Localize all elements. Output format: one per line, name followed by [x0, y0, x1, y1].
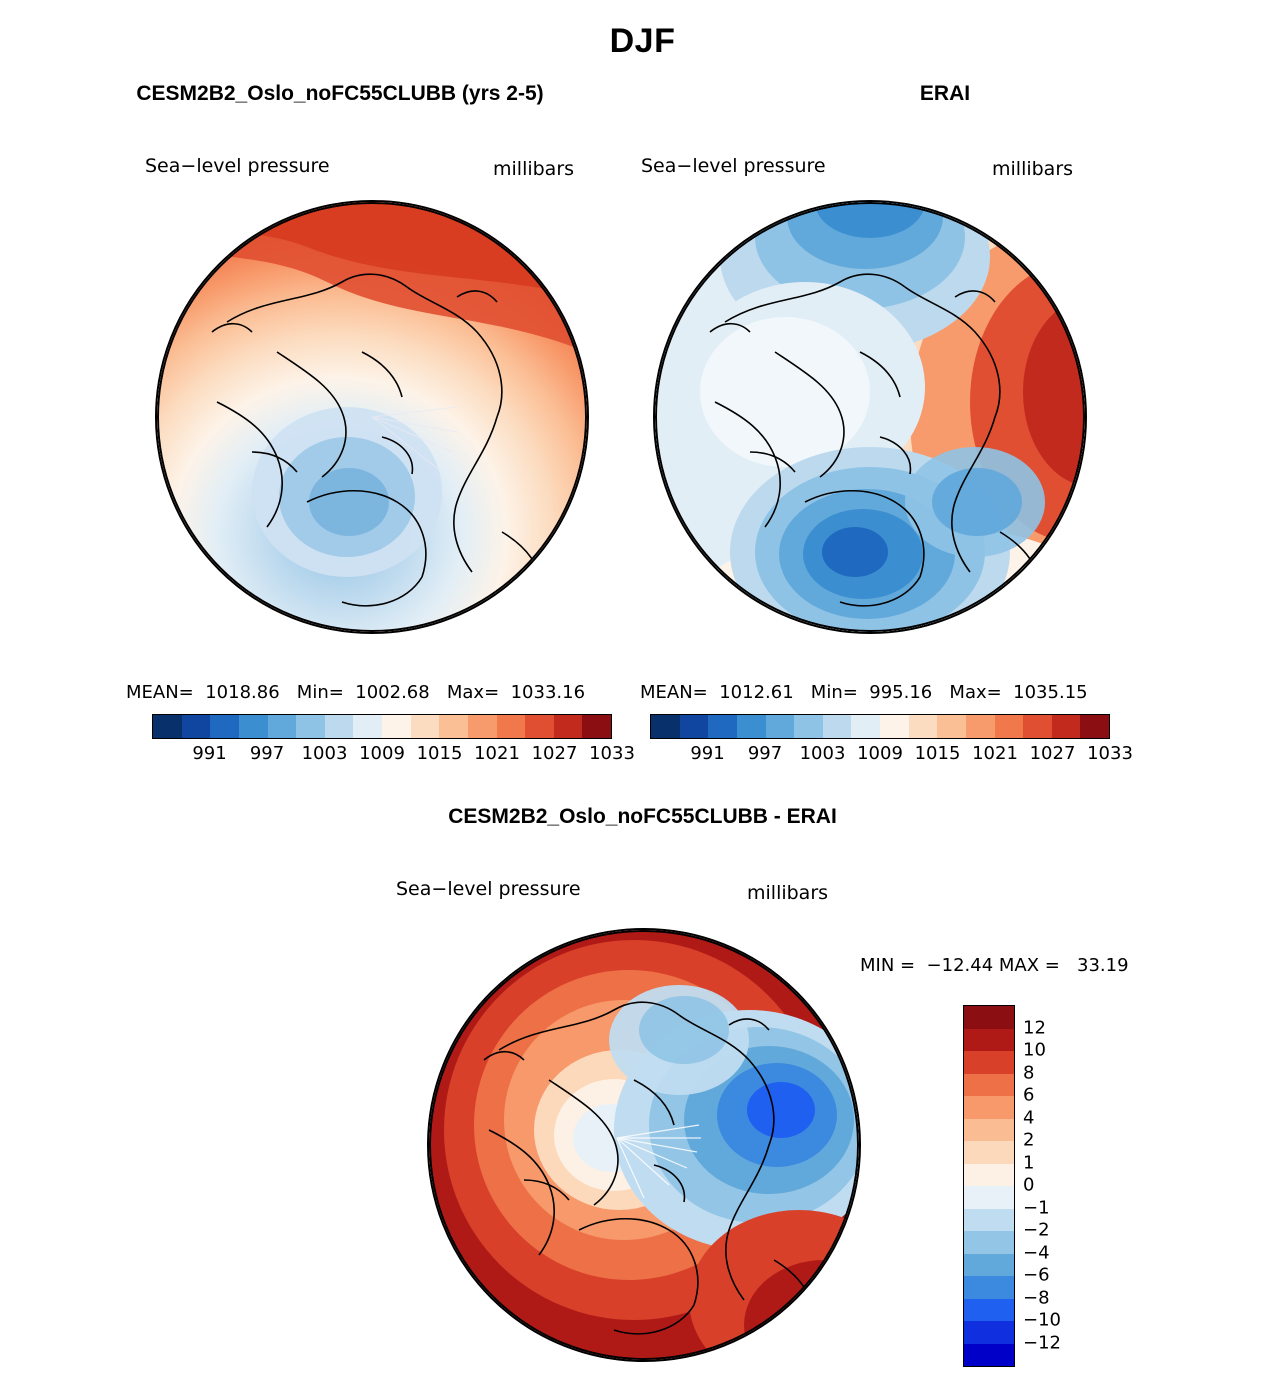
colorbar-tick-label: −2 [1023, 1219, 1050, 1241]
colorbar-swatch [439, 715, 468, 738]
colorbar-swatch [851, 715, 880, 738]
colorbar-swatch [937, 715, 966, 738]
colorbar-swatch [182, 715, 211, 738]
colorbar-swatch [708, 715, 737, 738]
right-variable-label: Sea−level pressure [641, 155, 826, 177]
diff-minmax-label: MIN = −12.44 MAX = 33.19 [860, 955, 1129, 976]
right-units-label: millibars [992, 158, 1074, 180]
colorbar-tick-label: 1033 [1087, 743, 1133, 764]
right-map-svg [655, 202, 1085, 632]
colorbar-tick-label: 1003 [301, 743, 348, 764]
colorbar-tick-label: 1009 [359, 743, 405, 764]
colorbar-swatch [680, 715, 709, 738]
colorbar-swatch [964, 1051, 1014, 1074]
season-title: DJF [609, 22, 676, 60]
colorbar-swatch [1052, 715, 1081, 738]
colorbar-swatch [525, 715, 554, 738]
diff-variable-label: Sea−level pressure [396, 878, 581, 900]
colorbar-swatch [554, 715, 583, 738]
colorbar-tick-label: −1 [1023, 1197, 1050, 1218]
colorbar-swatch [964, 1209, 1014, 1232]
diff-panel-title: CESM2B2_Oslo_noFC55CLUBB - ERAI [448, 805, 837, 828]
colorbar-swatch [995, 715, 1024, 738]
colorbar-tick-label: 4 [1023, 1107, 1035, 1128]
colorbar-tick-label: 1 [1023, 1152, 1035, 1173]
colorbar-swatch [880, 715, 909, 738]
left-map-plot [155, 200, 589, 634]
left-map-svg [157, 202, 587, 632]
colorbar-swatch [964, 1254, 1014, 1277]
colorbar-swatch [964, 1344, 1014, 1367]
left-colorbar-labels [152, 743, 635, 765]
colorbar-swatch [737, 715, 766, 738]
diff-map-svg [429, 930, 859, 1360]
colorbar-tick-label: 1027 [531, 743, 578, 764]
colorbar-swatch [964, 1321, 1014, 1344]
colorbar-tick-label: 1003 [799, 743, 846, 764]
colorbar-tick-label: 997 [249, 743, 285, 764]
colorbar-swatch [651, 715, 680, 738]
colorbar-swatch [325, 715, 354, 738]
colorbar-swatch [239, 715, 268, 738]
colorbar-swatch [766, 715, 795, 738]
colorbar-swatch [296, 715, 325, 738]
colorbar-tick-label: 991 [690, 743, 725, 764]
colorbar-tick-label: 1021 [972, 743, 1018, 764]
colorbar-swatch [210, 715, 239, 738]
colorbar-tick-label: −12 [1023, 1332, 1061, 1353]
left-colorbar-swatches [152, 714, 612, 739]
colorbar-swatch [1080, 715, 1109, 738]
colorbar-swatch [153, 715, 182, 738]
colorbar-swatch [964, 1231, 1014, 1254]
colorbar-swatch [964, 1186, 1014, 1209]
colorbar-swatch [468, 715, 497, 738]
colorbar-tick-label: 10 [1023, 1039, 1046, 1061]
right-panel-title: ERAI [919, 82, 971, 105]
right-stats: MEAN= 1012.61 Min= 995.16 Max= 1035.15 [640, 682, 1088, 703]
right-colorbar-labels [650, 743, 1133, 765]
colorbar-swatch [353, 715, 382, 738]
left-variable-label: Sea−level pressure [145, 155, 330, 177]
colorbar-swatch [964, 1119, 1014, 1142]
colorbar-tick-label: 991 [192, 743, 227, 764]
colorbar-tick-label: −4 [1023, 1242, 1050, 1263]
left-units-label: millibars [493, 158, 575, 180]
colorbar-swatch [964, 1141, 1014, 1164]
colorbar-swatch [411, 715, 440, 738]
colorbar-swatch [1023, 715, 1052, 738]
right-colorbar-swatches [650, 714, 1110, 739]
diff-colorbar [963, 1005, 1163, 1365]
colorbar-swatch [964, 1096, 1014, 1119]
colorbar-tick-label: 6 [1023, 1084, 1035, 1106]
colorbar-tick-label: −8 [1023, 1287, 1050, 1308]
colorbar-tick-label: 1015 [416, 743, 463, 764]
colorbar-tick-label: −10 [1023, 1309, 1061, 1331]
colorbar-tick-label: 1027 [1029, 743, 1076, 764]
colorbar-swatch [794, 715, 823, 738]
colorbar-swatch [964, 1299, 1014, 1322]
right-map-plot [653, 200, 1087, 634]
colorbar-tick-label: −6 [1023, 1264, 1050, 1286]
colorbar-swatch [966, 715, 995, 738]
colorbar-tick-label: 8 [1023, 1062, 1035, 1083]
colorbar-swatch [382, 715, 411, 738]
colorbar-tick-label: 12 [1023, 1017, 1046, 1038]
colorbar-tick-label: 1021 [474, 743, 520, 764]
colorbar-swatch [823, 715, 852, 738]
colorbar-swatch [964, 1006, 1014, 1029]
colorbar-tick-label: 997 [747, 743, 783, 764]
colorbar-swatch [964, 1029, 1014, 1052]
colorbar-swatch [497, 715, 526, 738]
colorbar-tick-label: 1033 [589, 743, 635, 764]
colorbar-swatch [909, 715, 938, 738]
colorbar-tick-label: 0 [1023, 1174, 1035, 1196]
colorbar-swatch [964, 1164, 1014, 1187]
colorbar-tick-label: 1009 [857, 743, 903, 764]
colorbar-tick-label: 1015 [914, 743, 961, 764]
right-colorbar [650, 714, 1133, 765]
left-colorbar [152, 714, 635, 765]
colorbar-swatch [268, 715, 297, 738]
colorbar-swatch [964, 1074, 1014, 1097]
diff-units-label: millibars [747, 882, 829, 904]
colorbar-swatch [964, 1276, 1014, 1299]
diff-map-plot [427, 928, 861, 1362]
left-panel-title: CESM2B2_Oslo_noFC55CLUBB (yrs 2-5) [136, 82, 544, 105]
diff-colorbar-swatches [963, 1005, 1015, 1367]
colorbar-tick-label: 2 [1023, 1129, 1035, 1151]
colorbar-swatch [582, 715, 611, 738]
left-stats: MEAN= 1018.86 Min= 1002.68 Max= 1033.16 [126, 682, 586, 703]
